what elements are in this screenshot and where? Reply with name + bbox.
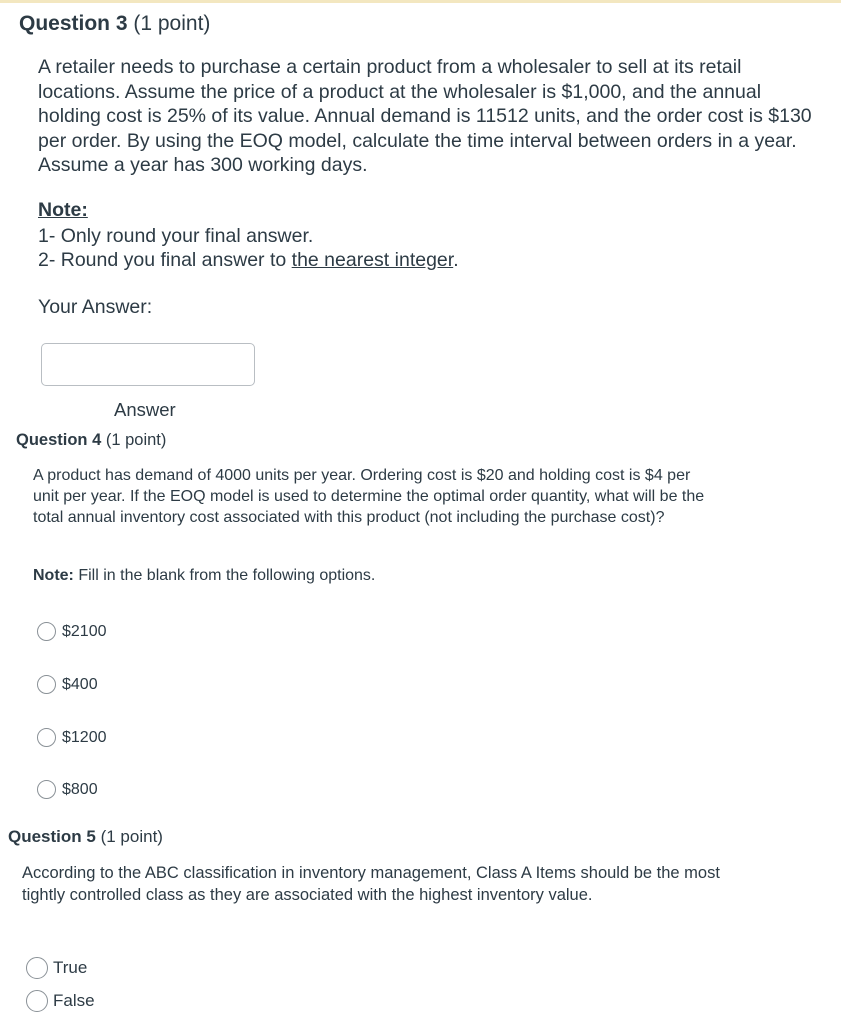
radio-button[interactable] <box>26 957 48 979</box>
option-label: True <box>53 958 88 977</box>
question-5-text: According to the ABC classification in inventory management, Class A Items should be the most tightly controlled class as they are associated with the highest inventory value. <box>22 864 720 904</box>
note-line-2-emphasis: the nearest integer <box>291 249 454 271</box>
question-4-title: Question 4 <box>16 431 102 449</box>
question-3-note-line-1: 1- Only round your final answer. <box>38 225 314 247</box>
radio-button[interactable] <box>37 675 56 694</box>
question-4-note-text: Fill in the blank from the following options. <box>73 567 376 584</box>
question-4-option[interactable] <box>37 675 98 694</box>
question-4-note-label: Note: <box>33 567 74 584</box>
question-5-title: Question 5 <box>8 827 96 846</box>
question-3-note-line-2 <box>38 249 459 272</box>
question-5-option-false[interactable] <box>26 990 95 1012</box>
question-5-header <box>8 827 163 847</box>
question-4-header <box>16 431 166 450</box>
question-4-text: A product has demand of 4000 units per year. Ordering cost is $20 and holding cost is $4 per unit per year. If the EOQ model is used to determine the optimal order quantity, what will be the total annual inventory cost associated with this product (not including the purchase cost)? <box>33 467 705 526</box>
option-label: $1200 <box>62 728 107 746</box>
question-3-note-title: Note: <box>38 199 88 221</box>
answer-caption: Answer <box>114 399 176 420</box>
question-3-points: (1 point) <box>133 12 211 35</box>
option-label: $800 <box>62 780 98 798</box>
radio-button[interactable] <box>37 728 56 747</box>
question-4-option[interactable] <box>37 780 98 799</box>
question-4-points: (1 point) <box>105 431 167 449</box>
answer-input[interactable] <box>41 343 255 386</box>
option-label: False <box>53 991 95 1010</box>
question-5-points: (1 point) <box>100 827 163 846</box>
question-5-option-true[interactable] <box>26 957 87 979</box>
top-divider <box>0 0 841 3</box>
radio-button[interactable] <box>37 780 56 799</box>
option-label: $400 <box>62 675 98 693</box>
radio-button[interactable] <box>37 622 56 641</box>
question-4-note <box>33 567 375 585</box>
option-label: $2100 <box>62 622 107 640</box>
question-3-header <box>19 12 210 36</box>
question-4-option[interactable] <box>37 622 107 641</box>
radio-button[interactable] <box>26 990 48 1012</box>
note-line-2-prefix: 2- Round you final answer to <box>38 249 292 271</box>
question-4-option[interactable] <box>37 728 107 747</box>
question-3-title: Question 3 <box>19 12 128 35</box>
your-answer-label: Your Answer: <box>38 296 153 318</box>
note-line-2-suffix: . <box>453 249 459 271</box>
question-3-text: A retailer needs to purchase a certain product from a wholesaler to sell at its retail locations. Assume the price of a product at the wholesaler is $1,000, and the annual holding cost is 25% of its value. Annual demand is 11512 units, and the order cost is $130 per order. By using the EOQ model, calculate the time interval between orders in a year. Assume a year has 300 working days. <box>38 56 812 176</box>
